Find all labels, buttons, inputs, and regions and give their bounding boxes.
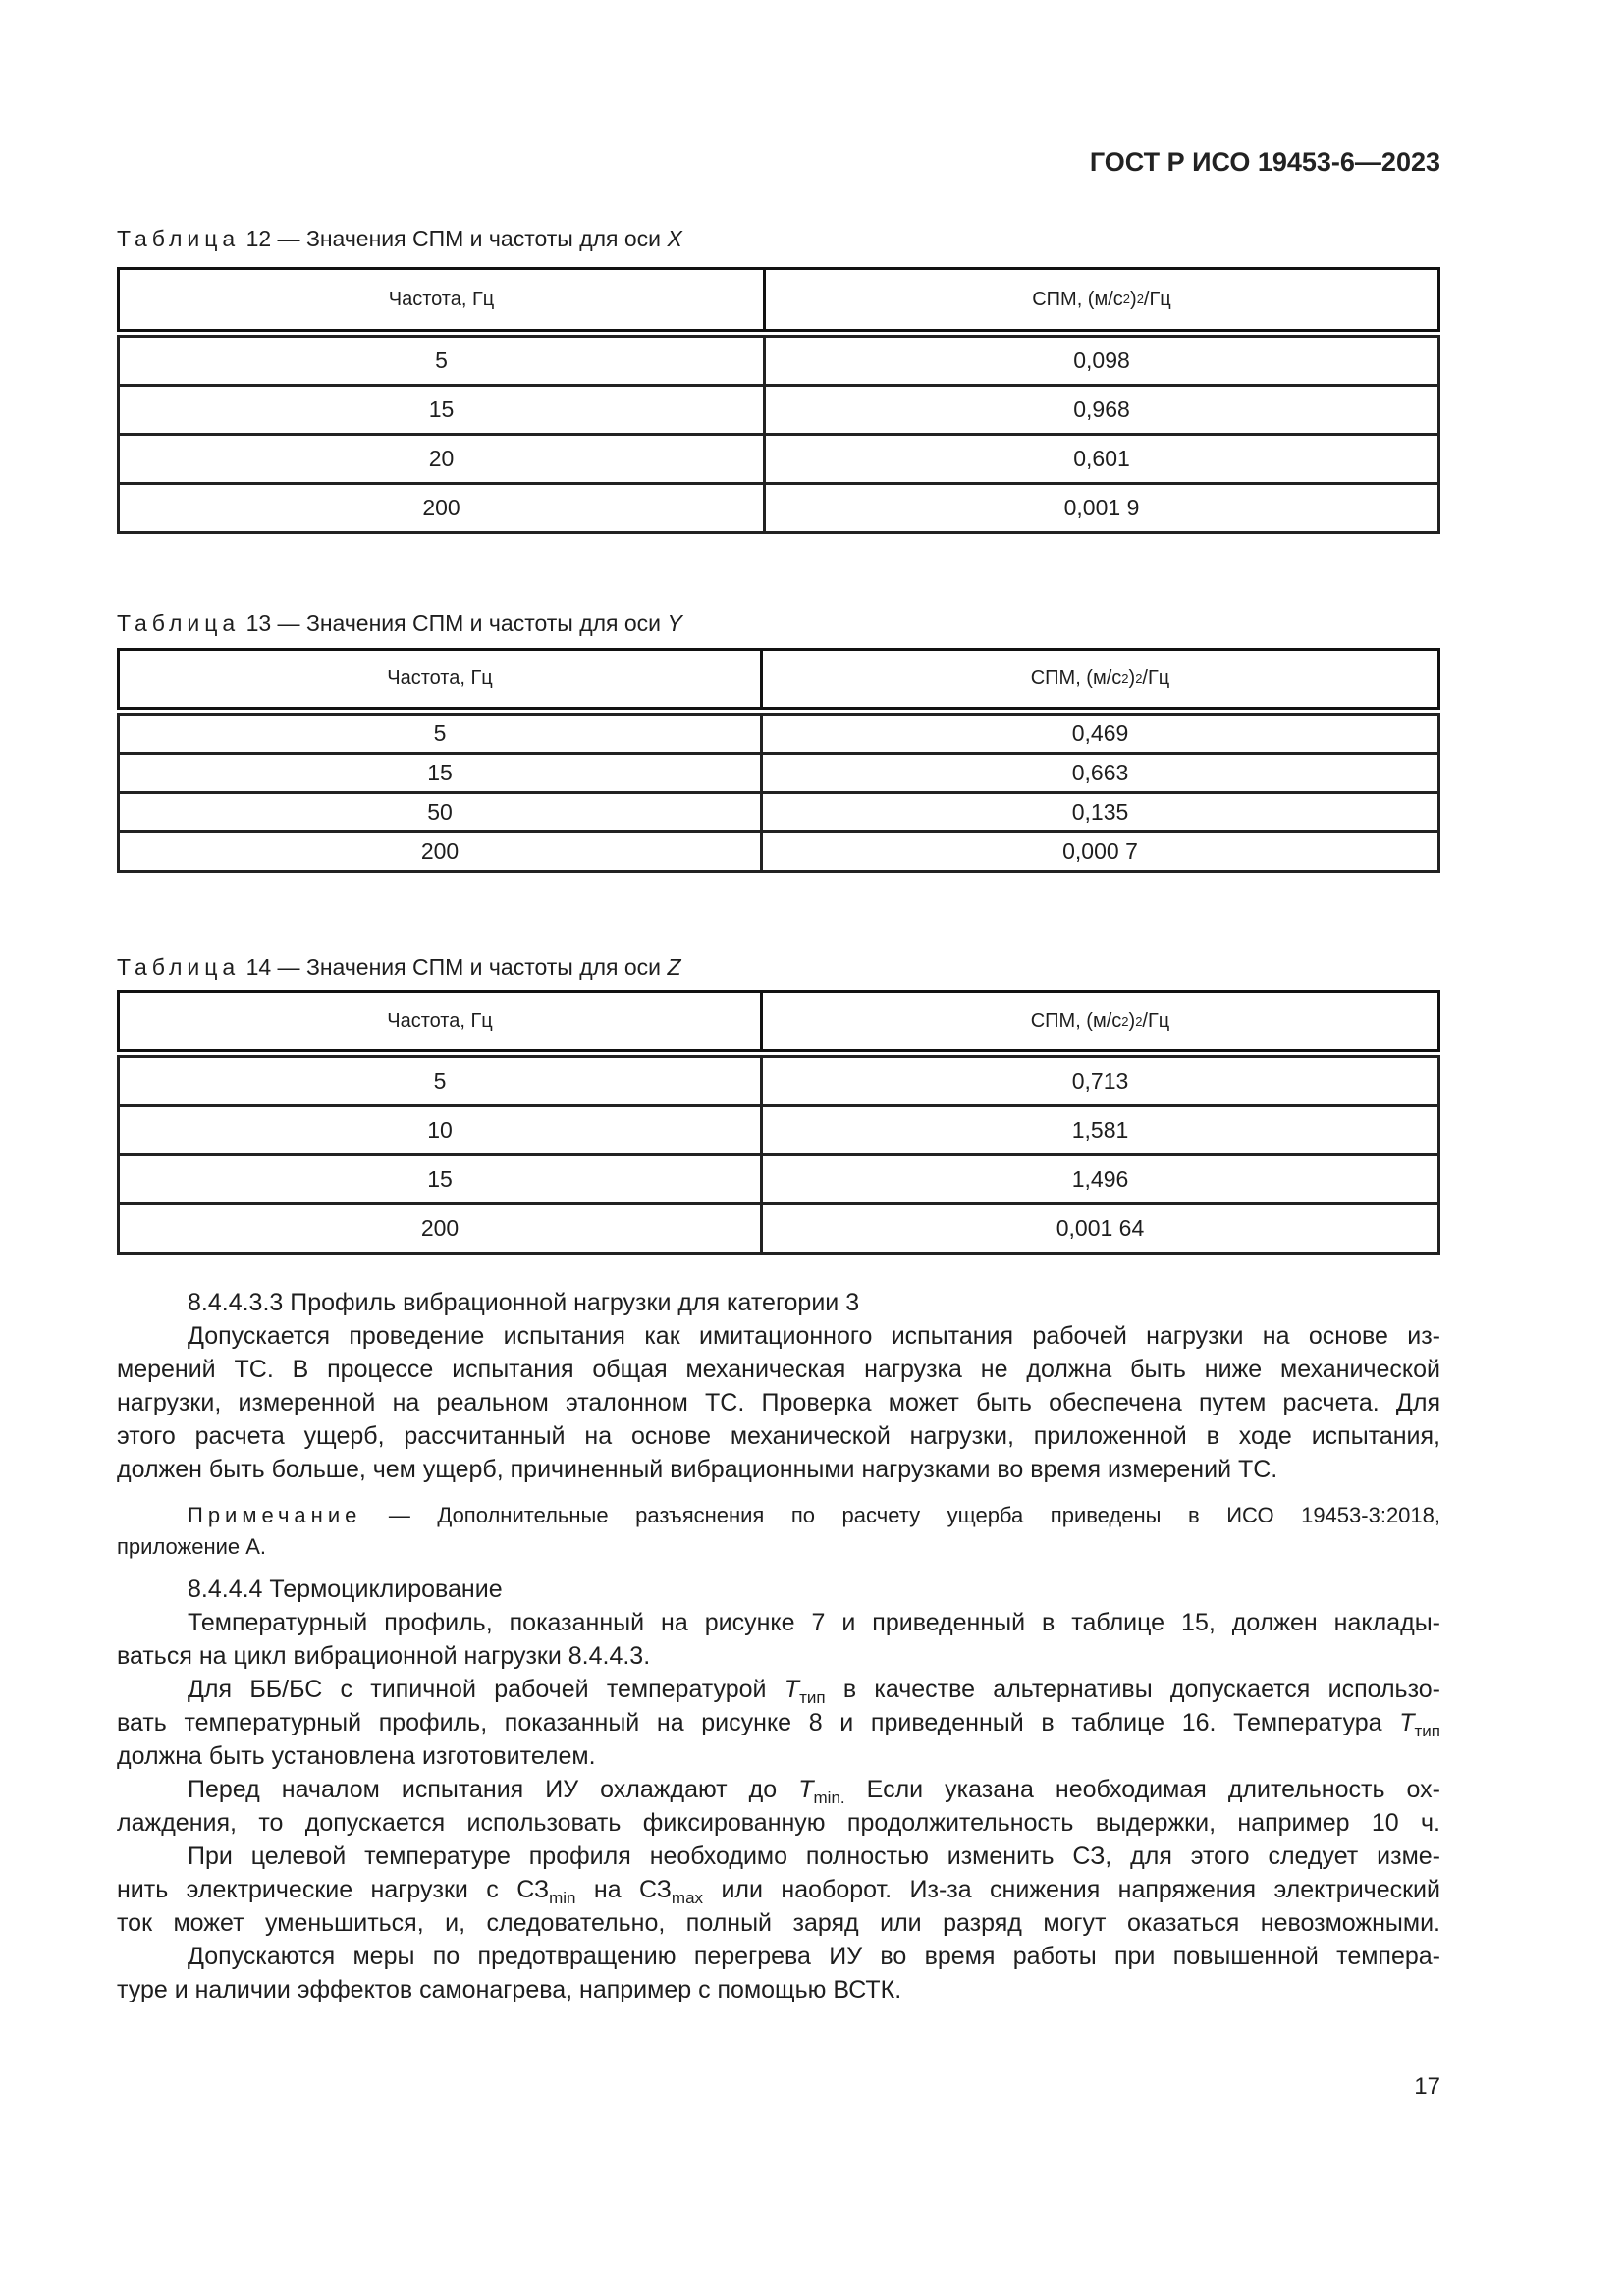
table-header-row <box>117 267 1440 332</box>
psd-cell: 0,098 <box>763 338 1437 384</box>
table-row <box>120 1202 1437 1252</box>
frequency-cell: 15 <box>427 1166 453 1192</box>
text-run: нить электрические нагрузки с СЗ <box>117 1876 550 1903</box>
frequency-cell: 200 <box>420 1215 460 1241</box>
frequency-cell: 10 <box>427 1117 453 1143</box>
note <box>117 1500 1440 1563</box>
text-run: или наоборот. Из-за снижения напряжения электрический <box>703 1876 1440 1903</box>
subscript: min <box>549 1889 576 1907</box>
table-caption-axis: X <box>667 226 682 251</box>
psd-unit-text: /Гц <box>1143 288 1171 310</box>
table-caption-axis: Y <box>667 611 682 636</box>
text-run: вать температурный профиль, показанный на рисунке 8 и приведенный в таблице 16. Температура <box>117 1709 1400 1736</box>
table-row <box>120 338 1437 384</box>
table-header-row <box>117 648 1440 710</box>
paragraph-line: лаждения, то допускается использовать фиксированную продолжительность выдержки, например 10 ч. <box>117 1809 1440 1837</box>
text-run: в качестве альтернативы допускается использо- <box>825 1676 1440 1703</box>
paragraph-line: должен быть больше, чем ущерб, причиненный вибрационными нагрузками во время измерений ТС. <box>117 1456 1278 1483</box>
psd-unit-text: СПМ, (м/с <box>1030 1010 1122 1032</box>
paragraph-line: Допускается проведение испытания как имитационного испытания рабочей нагрузки на основе из- <box>188 1322 1440 1350</box>
psd-cell: 0,000 7 <box>760 833 1437 870</box>
table-caption-text: 14 — Значения СПМ и частоты для оси <box>245 954 662 980</box>
table-13 <box>117 648 1440 873</box>
symbol-T: T <box>784 1676 800 1703</box>
table-row <box>120 752 1437 791</box>
table-row <box>120 716 1437 752</box>
document-standard-id: ГОСТ Р ИСО 19453-6—2023 <box>1089 147 1440 177</box>
column-header-psd: СПМ, (м/с 2 ) 2 /Гц <box>760 651 1437 707</box>
subscript: тип <box>1414 1722 1440 1740</box>
table-caption-axis: Z <box>667 954 681 980</box>
paragraph-line <box>117 1873 1440 1906</box>
table-13-caption <box>117 611 682 637</box>
table-header-row <box>117 990 1440 1052</box>
table-caption-prefix: Таблица <box>117 611 241 636</box>
table-body <box>117 335 1440 534</box>
paragraph-line <box>117 1773 1440 1806</box>
psd-cell: 0,663 <box>760 755 1437 791</box>
table-12-caption <box>117 226 682 252</box>
column-header-psd: СПМ, (м/с 2 ) 2 /Гц <box>760 993 1437 1049</box>
note-line: приложение А. <box>117 1534 267 1559</box>
frequency-cell: 200 <box>422 495 460 520</box>
text-run: Для ББ/БС с типичной рабочей температурой <box>188 1676 785 1703</box>
table-caption-prefix: Таблица <box>117 226 241 251</box>
section-heading: 8.4.4.3.3 Профиль вибрационной нагрузки для категории 3 <box>188 1289 860 1316</box>
psd-unit-text: /Гц <box>1142 1010 1170 1032</box>
paragraph-line: нагрузки, измеренной на реальном эталонном ТС. Проверка может быть обеспечена путем расчета. Для <box>117 1389 1440 1416</box>
frequency-cell: 5 <box>433 1068 447 1094</box>
psd-unit-text: ) <box>1130 288 1137 310</box>
paragraph-line: туре и наличии эффектов самонагрева, например с помощью ВСТК. <box>117 1976 902 2003</box>
frequency-cell: 200 <box>420 838 460 864</box>
psd-cell: 0,469 <box>760 716 1437 752</box>
column-header-frequency: Частота, Гц <box>387 1010 493 1032</box>
table-row <box>120 1153 1437 1202</box>
psd-cell: 0,713 <box>760 1058 1437 1104</box>
paragraph-line: мерений ТС. В процессе испытания общая механическая нагрузка не должна быть ниже механической <box>117 1356 1440 1383</box>
psd-cell: 0,001 64 <box>760 1205 1437 1252</box>
paragraph-line <box>117 1706 1440 1739</box>
table-body <box>117 1055 1440 1255</box>
column-header-psd: СПМ, (м/с 2 ) 2 /Гц <box>763 270 1437 329</box>
paragraph-line: ваться на цикл вибрационной нагрузки 8.4.4.3. <box>117 1642 651 1670</box>
text-run: Перед началом испытания ИУ охлаждают до <box>188 1776 799 1803</box>
psd-cell: 0,968 <box>763 387 1437 433</box>
psd-unit-text: ) <box>1128 667 1136 689</box>
psd-unit-text: СПМ, (м/с <box>1032 288 1123 310</box>
note-text: — Дополнительные разъяснения по расчету ущерба приведены в ИСО 19453-3:2018, <box>388 1503 1440 1527</box>
section-heading: 8.4.4.4 Термоциклирование <box>188 1575 503 1603</box>
symbol-T: T <box>798 1776 814 1803</box>
table-row <box>120 1058 1437 1104</box>
psd-unit-text: СПМ, (м/с <box>1030 667 1122 689</box>
table-caption-text: 12 — Значения СПМ и частоты для оси <box>245 226 662 251</box>
text-run: на СЗ <box>575 1876 672 1903</box>
frequency-cell: 5 <box>433 721 447 746</box>
table-caption-prefix: Таблица <box>117 954 241 980</box>
note-label: Примечание <box>188 1503 362 1527</box>
subscript: max <box>671 1889 704 1907</box>
frequency-cell: 20 <box>428 446 455 471</box>
psd-unit-text: /Гц <box>1142 667 1170 689</box>
table-14 <box>117 990 1440 1255</box>
table-row <box>120 1104 1437 1153</box>
section-8-4-4-4 <box>117 1573 1440 2006</box>
table-row <box>120 791 1437 830</box>
paragraph-line <box>117 1673 1440 1706</box>
frequency-cell: 50 <box>427 799 453 825</box>
section-8-4-4-3-3 <box>117 1286 1440 1486</box>
paragraph-line: ток может уменьшиться, и, следовательно, полный заряд или разряд могут оказаться невозможными. <box>117 1909 1440 1937</box>
column-header-frequency: Частота, Гц <box>388 288 495 310</box>
frequency-cell: 15 <box>427 760 453 785</box>
psd-cell: 0,601 <box>763 436 1437 482</box>
frequency-cell: 15 <box>428 397 455 422</box>
subscript: min. <box>813 1789 845 1807</box>
table-row <box>120 482 1437 531</box>
paragraph-line: Температурный профиль, показанный на рисунке 7 и приведенный в таблице 15, должен наклады- <box>188 1609 1440 1636</box>
paragraph-line: этого расчета ущерб, рассчитанный на основе механической нагрузки, приложенной в ходе испытания, <box>117 1422 1440 1450</box>
table-row <box>120 433 1437 482</box>
column-header-frequency: Частота, Гц <box>387 667 493 689</box>
paragraph-line: должна быть установлена изготовителем. <box>117 1742 596 1770</box>
page-number: 17 <box>1414 2073 1440 2100</box>
table-row <box>120 830 1437 870</box>
note-line <box>117 1500 1440 1531</box>
symbol-T: T <box>1399 1709 1415 1736</box>
psd-cell: 1,581 <box>760 1107 1437 1153</box>
table-14-caption <box>117 954 681 981</box>
text-run: Если указана необходимая длительность ох- <box>844 1776 1440 1803</box>
table-caption-text: 13 — Значения СПМ и частоты для оси <box>245 611 662 636</box>
psd-cell: 0,001 9 <box>763 485 1437 531</box>
subscript: тип <box>799 1688 826 1707</box>
frequency-cell: 5 <box>435 347 448 373</box>
paragraph-line: Допускаются меры по предотвращению перегрева ИУ во время работы при повышенной темпера- <box>188 1943 1440 1970</box>
table-body <box>117 713 1440 873</box>
table-12 <box>117 267 1440 534</box>
psd-cell: 0,135 <box>760 794 1437 830</box>
table-row <box>120 384 1437 433</box>
psd-cell: 1,496 <box>760 1156 1437 1202</box>
psd-unit-text: ) <box>1128 1010 1136 1032</box>
paragraph <box>117 1319 1440 1486</box>
paragraph-line: При целевой температуре профиля необходимо полностью изменить СЗ, для этого следует изме- <box>188 1842 1440 1870</box>
